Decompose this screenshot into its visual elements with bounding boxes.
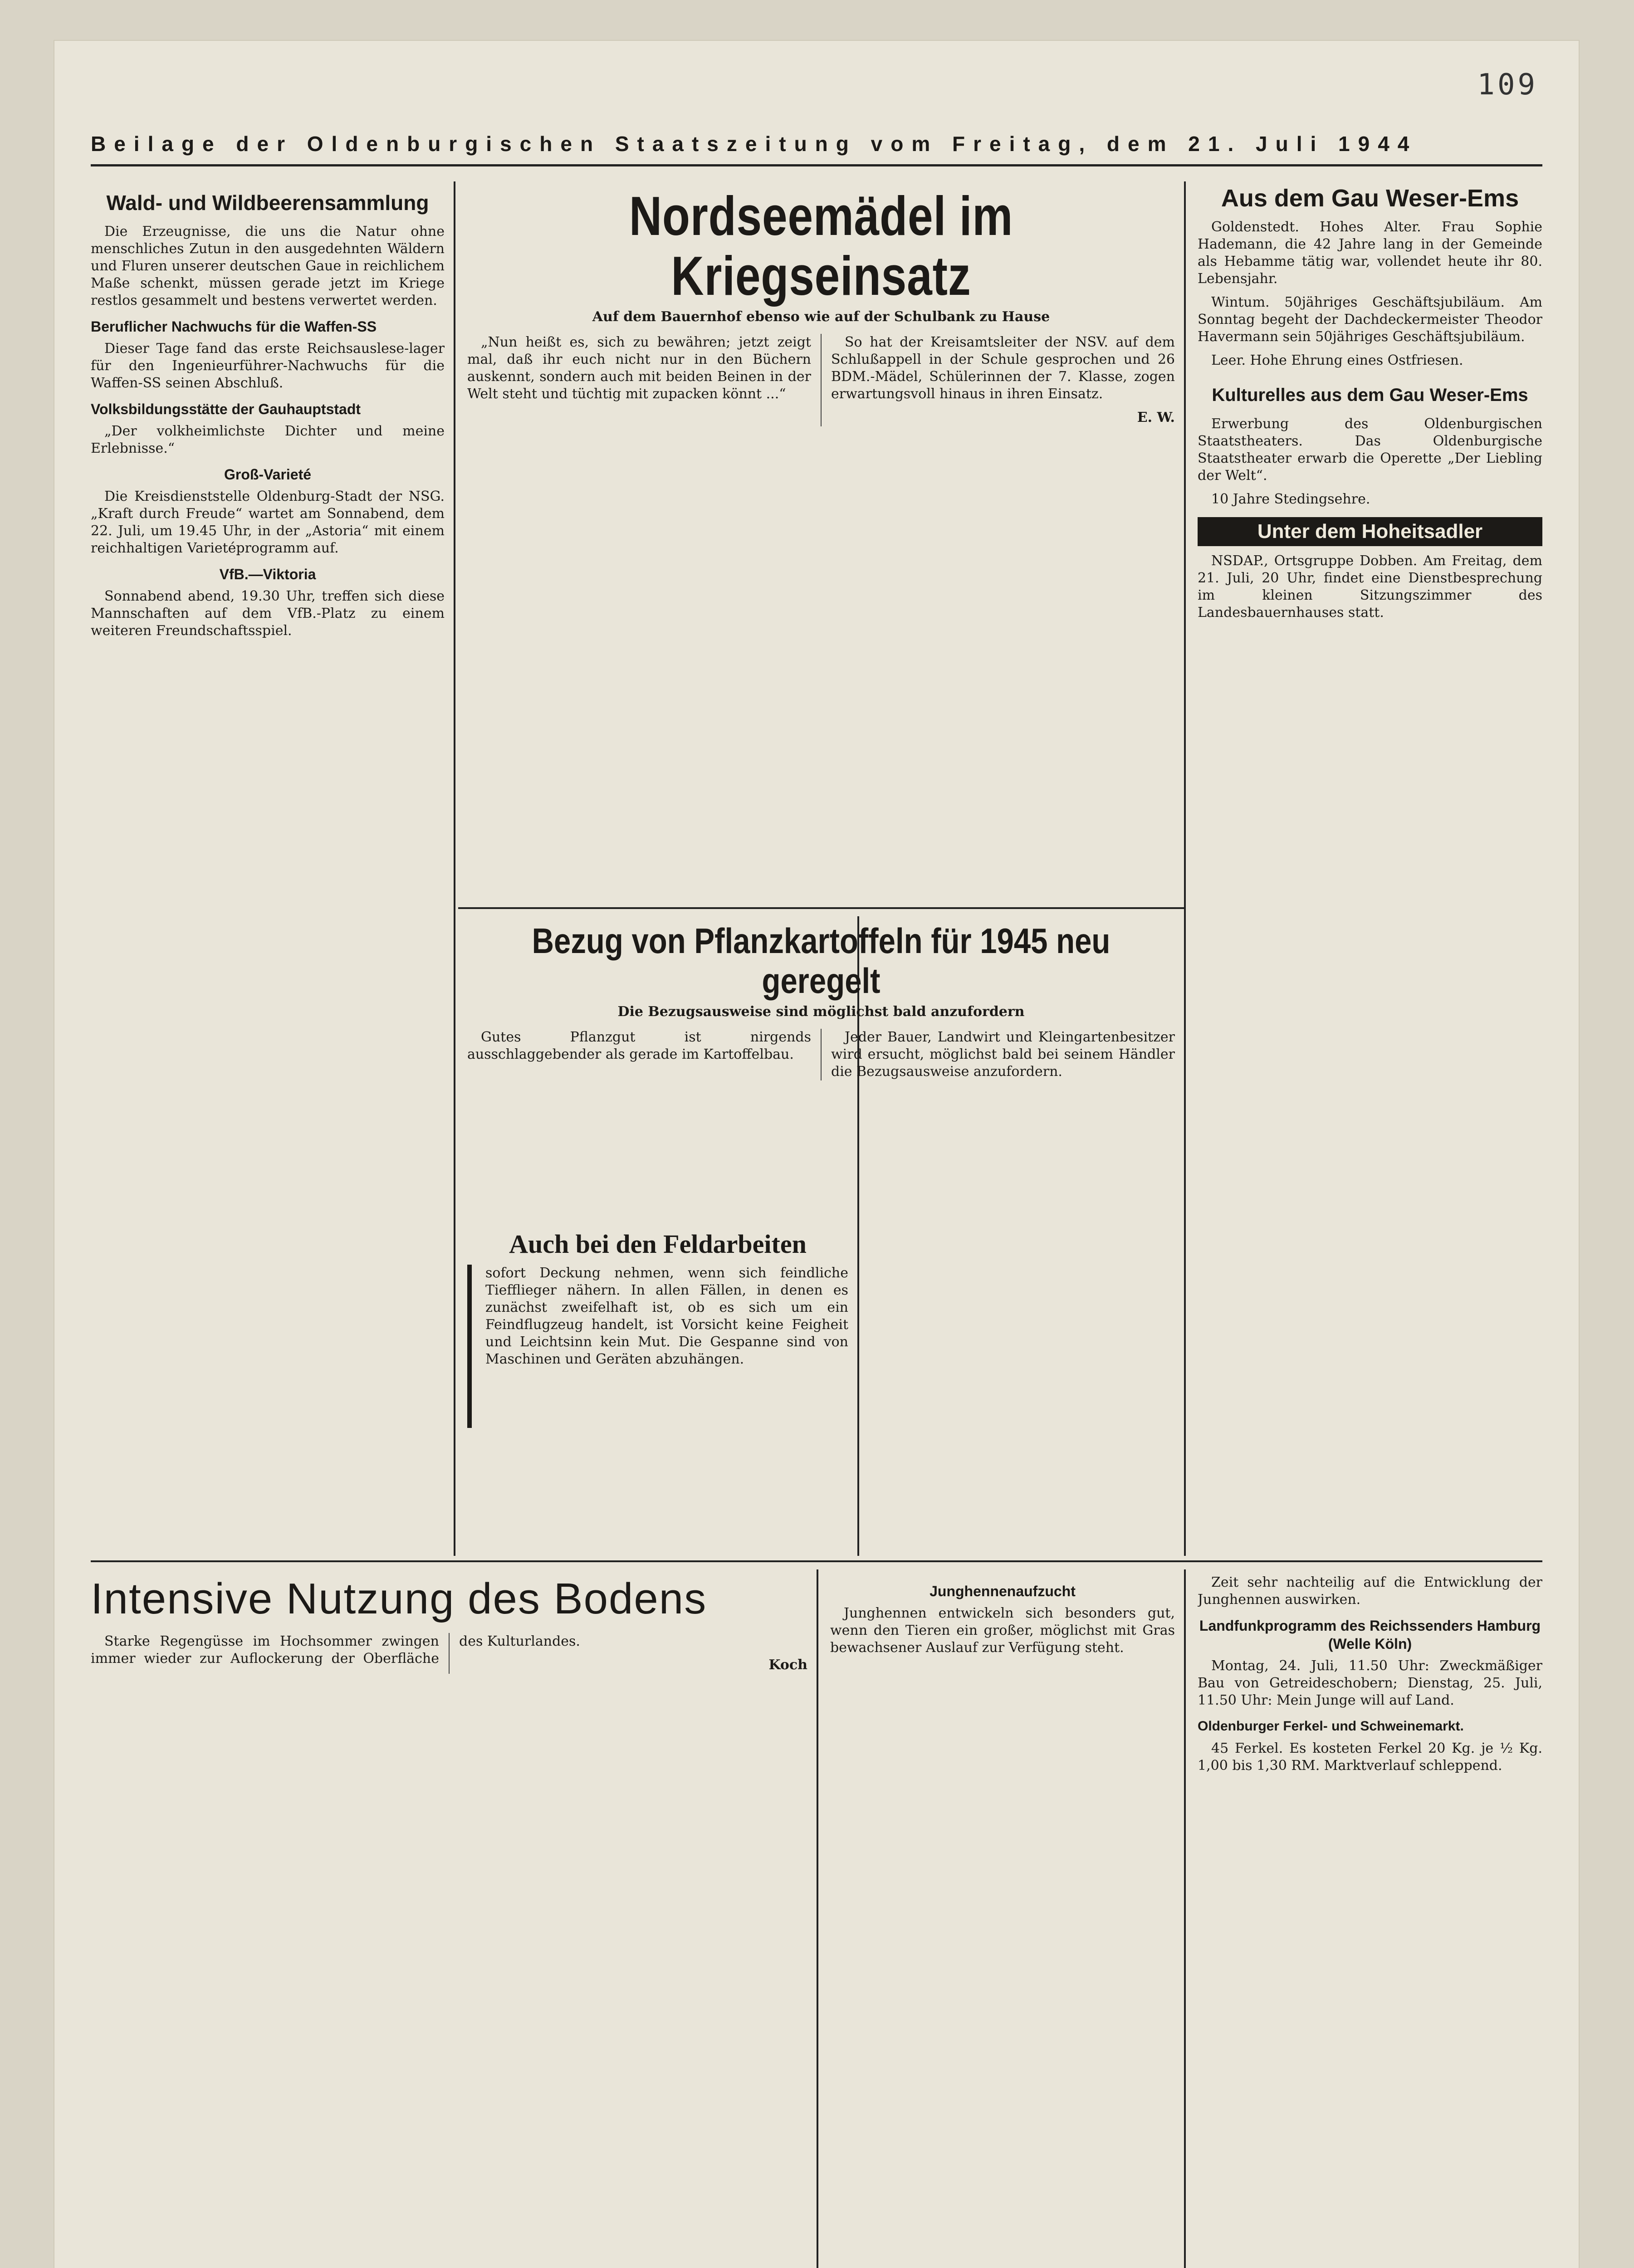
article-body-pflanzkartoffeln [467,1029,1175,1080]
article-text: Die Erzeugnisse, die uns die Natur ohne menschliches Zutun in den ausgedehnten Wäldern und Fluren unserer deutschen Gaue in reichlichem Maße schenkt, müssen gerade jetzt im Kriege restlos gesammelt und bestens verwertet werden. [91,224,445,308]
right-column [1198,186,1542,1551]
article-text: Junghennen entwickeln sich besonders gut, wenn den Tieren ein großer, möglichst mit Gras bewachsener Auslauf zur Verfügung steht. [830,1605,1175,1656]
center-mid-article [467,921,1175,1202]
side-bar [467,1265,472,1428]
headline-junghennen: Junghennenaufzucht [930,1583,1076,1599]
section-rule [91,1560,1542,1562]
article-title-variete: Groß-Varieté [224,466,312,483]
headline-landfunk: Landfunkprogramm des Reichssenders Hamburg (Welle Köln) [1199,1618,1541,1652]
headline-pflanzkartoffeln: Bezug von Pflanzkartoffeln für 1945 neu geregelt [532,921,1111,1001]
author-signature: E. W. [1137,410,1175,425]
left-column [91,191,445,1551]
article-title-vfb: VfB.—Viktoria [219,566,316,582]
column-rule [454,181,455,1556]
article-text: Wintum. 50jähriges Geschäftsjubiläum. Am Sonntag begeht der Dachdeckermeister Theodor Havermann sein 50jähriges Geschäftsjubiläum. [1198,294,1542,345]
headline-feldarbeiten: Auch bei den Feldarbeiten [509,1229,807,1259]
article-title-wildbeeren: Wald- und Wildbeerensammlung [106,191,429,215]
article-text: Leer. Hohe Ehrung eines Ostfriesen. [1211,352,1463,368]
article-text: Starke Regengüsse im Hochsommer zwingen immer wieder zur Auflockerung der Oberfläche des Kulturlandes. [91,1633,580,1667]
center-top-article [467,186,1175,898]
article-text: Gutes Pflanzgut ist nirgends ausschlaggebender als gerade im Kartoffelbau. [467,1029,811,1062]
article-body-boden [91,1633,807,1674]
article-body-nordseemaedel [467,334,1175,426]
article-text: Jeder Bauer, Landwirt und Kleingartenbesitzer wird ersucht, möglichst bald bei seinem Händler die Bezugsausweise anzufordern. [831,1029,1175,1080]
bottom-right-column [1198,1574,1542,2268]
article-title-waffen-ss: Beruflicher Nachwuchs für die Waffen-SS [91,318,377,335]
article-text: NSDAP., Ortsgruppe Dobben. Am Freitag, dem 21. Juli, 20 Uhr, findet eine Dienstbesprechung im kleinen Sitzungszimmer des Landesbauernhauses statt. [1198,553,1542,621]
article-text: „Der volkheimlichste Dichter und meine Erlebnisse.“ [91,423,445,456]
headline-intensive-nutzung: Intensive Nutzung des Bodens [91,1574,707,1623]
headline-ferkelmarkt: Oldenburger Ferkel- und Schweinemarkt. [1198,1719,1464,1734]
bottom-junghennen-article [830,1574,1175,2268]
column-rule [1184,181,1186,1556]
article-text: So hat der Kreisamtsleiter der NSV. auf dem Schlußappell in der Schule gesprochen und 26 BDM.-Mädel, Schülerinnen der 7. Klasse, zogen erwartungsvoll hinaus in ihren Einsatz. [831,334,1175,402]
article-text: „Nun heißt es, sich zu bewähren; jetzt zeigt mal, daß ihr euch nicht nur in den Büchern auskennt, sondern auch mit beiden Beinen in der Welt steht und tüchtig mit zupacken könnt ...“ [467,334,811,402]
article-text: Montag, 24. Juli, 11.50 Uhr: Zweckmäßiger Bau von Getreideschobern; Dienstag, 25. Juli, 11.50 Uhr: Mein Junge will auf Land. [1198,1658,1542,1708]
page-number: 109 [1477,68,1538,102]
article-text: Sonnabend abend, 19.30 Uhr, treffen sich diese Mannschaften auf dem VfB.-Platz zu einem weiteren Freundschaftsspiel. [91,588,445,639]
article-text: Erwerbung des Oldenburgischen Staatstheaters. Das Oldenburgische Staatstheater erwarb die Operette „Der Liebling der Welt“. [1198,416,1542,484]
author-signature: Koch [768,1657,807,1673]
article-text: 45 Ferkel. Es kosteten Ferkel 20 Kg. je ½ Kg. 1,00 bis 1,30 RM. Marktverlauf schleppend. [1198,1740,1542,1774]
article-text: Dieser Tage fand das erste Reichsauslese-lager für den Ingenieurführer-Nachwuchs für die Waffen-SS seinen Abschluß. [91,341,445,391]
subheadline-pflanzkartoffeln: Die Bezugsausweise sind möglichst bald anzufordern [617,1004,1025,1020]
article-text: 10 Jahre Stedingsehre. [1211,491,1370,507]
article-text: Die Kreisdienststelle Oldenburg-Stadt der NSG. „Kraft durch Freude“ wartet am Sonnabend, dem 22. Juli, um 19.45 Uhr, in der „Astoria“ mit einem reichhaltigen Varietéprogramm auf. [91,489,445,556]
section-rule [458,907,1184,909]
newspaper-page [54,41,1579,2268]
article-text: sofort Deckung nehmen, wenn sich feindliche Tiefflieger nähern. In allen Fällen, in denen es zunächst zweifelhaft ist, ob es sich um ein Feindflugzeug handelt, ist Vorsicht keine Feigheit und Leichtsinn kein Mut. Die Gespanne sind von Maschinen und Geräten abzuhängen. [485,1265,848,1367]
headline-gau-weser-ems: Aus dem Gau Weser-Ems [1221,186,1519,212]
feldarbeiten-body [467,1265,848,1368]
masthead: Beilage der Oldenburgischen Staatszeitung vom Freitag, dem 21. Juli 1944 [91,132,1542,166]
feldarbeiten-article [467,1220,848,1551]
headline-nordseemaedel: Nordseemädel im Kriegseinsatz [629,186,1013,307]
article-text: Goldenstedt. Hohes Alter. Frau Sophie Hademann, die 42 Jahre lang in der Gemeinde als Hebamme tätig war, vollendet heute ihr 80. Lebensjahr. [1198,219,1542,287]
banner-hoheitsadler: Unter dem Hoheitsadler [1198,517,1542,546]
headline-kulturelles: Kulturelles aus dem Gau Weser-Ems [1212,385,1528,405]
article-title-volksbildung: Volksbildungsstätte der Gauhauptstadt [91,401,361,417]
subheadline-nordseemaedel: Auf dem Bauernhof ebenso wie auf der Schulbank zu Hause [592,309,1050,325]
article-text: Zeit sehr nachteilig auf die Entwicklung der Junghennen auswirken. [1198,1574,1542,1608]
column-rule [1184,1569,1186,2268]
